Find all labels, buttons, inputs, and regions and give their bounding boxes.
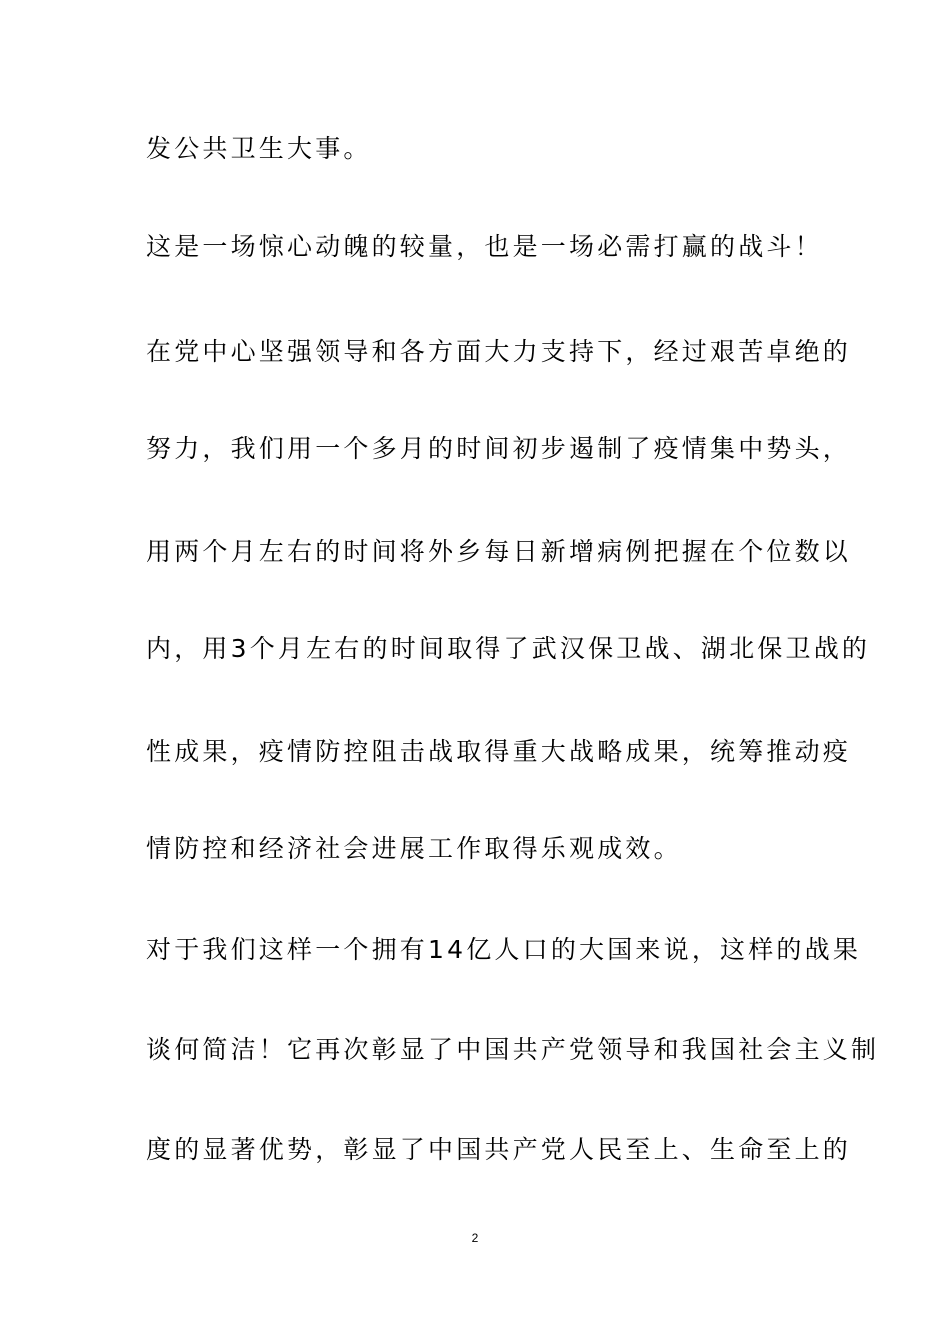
text-line: 性成果，疫情防控阻击战取得重大战略成果，统筹推动疫 bbox=[146, 737, 852, 766]
text-line: 努力，我们用一个多月的时间初步遏制了疫情集中势头， bbox=[146, 434, 852, 463]
text-line: 情防控和经济社会进展工作取得乐观成效。 bbox=[146, 834, 682, 863]
text-line: 发公共卫生大事。 bbox=[146, 134, 372, 163]
text-line: 谈何简洁！它再次彰显了中国共产党领导和我国社会主义制 bbox=[146, 1035, 880, 1064]
text-line: 度的显著优势，彰显了中国共产党人民至上、生命至上的 bbox=[146, 1135, 852, 1164]
text-line: 用两个月左右的时间将外乡每日新增病例把握在个位数以 bbox=[146, 537, 852, 566]
text-line: 对于我们这样一个拥有14亿人口的大国来说，这样的战果 bbox=[146, 935, 862, 964]
text-line: 这是一场惊心动魄的较量，也是一场必需打赢的战斗！ bbox=[146, 232, 823, 261]
text-line: 内，用3个月左右的时间取得了武汉保卫战、湖北保卫战的 bbox=[146, 634, 871, 663]
text-line: 在党中心坚强领导和各方面大力支持下，经过艰苦卓绝的 bbox=[146, 337, 852, 366]
page-number: 2 bbox=[471, 1231, 479, 1245]
